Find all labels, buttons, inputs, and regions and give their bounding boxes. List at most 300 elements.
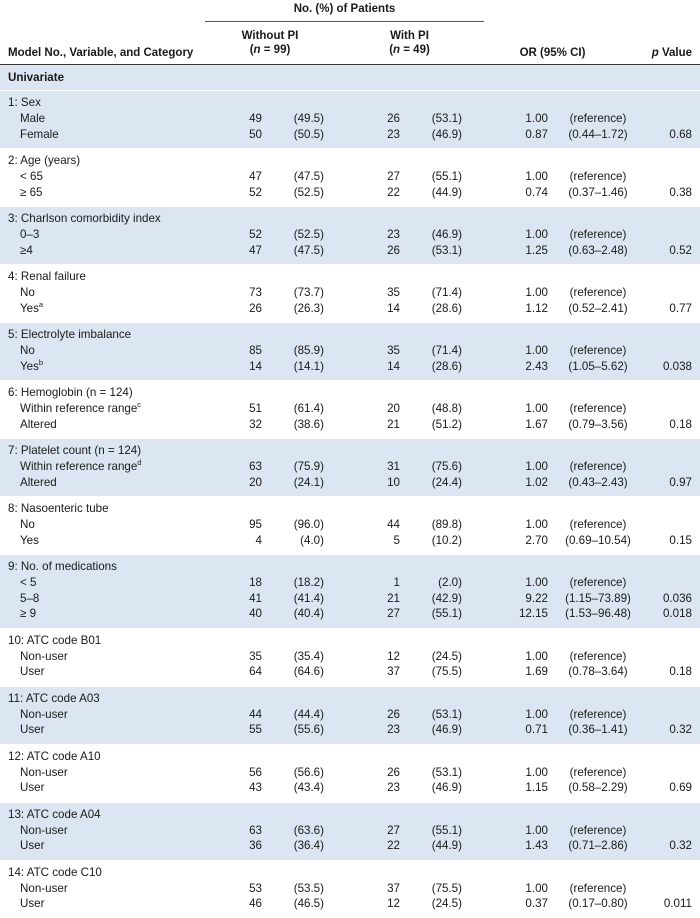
- category-cell: [20, 575, 36, 591]
- with-pi-count: 5: [393, 533, 400, 547]
- table-row: [0, 575, 700, 591]
- category-cell: [20, 475, 57, 491]
- category-label: User: [20, 897, 45, 910]
- category-label: Non-user: [20, 707, 68, 721]
- confidence-interval: (reference): [569, 823, 627, 837]
- variable-title: 11: ATC code A03: [8, 691, 100, 705]
- odds-ratio: 1.00: [525, 576, 548, 589]
- without-pi-count: 73: [249, 286, 262, 299]
- table-row: [0, 765, 700, 781]
- patients-span-label: No. (%) of Patients: [293, 3, 396, 15]
- without-pi-n-value: = 99): [260, 44, 291, 56]
- with-pi-percent: (44.9): [431, 185, 462, 199]
- footnote-marker: a: [38, 299, 44, 309]
- with-pi-percent: (55.1): [431, 823, 462, 837]
- variable-group: [0, 628, 700, 686]
- p-value: 0.97: [669, 475, 692, 489]
- confidence-interval: (0.58–2.29): [568, 781, 628, 794]
- category-label: Non-user: [20, 823, 68, 837]
- p-value: 0.52: [669, 243, 692, 257]
- with-pi-percent: (55.1): [431, 170, 462, 183]
- category-label: Yes: [20, 301, 39, 315]
- confidence-interval: (reference): [569, 765, 627, 779]
- odds-ratio: 1.00: [525, 881, 548, 895]
- with-pi-n: [342, 43, 477, 57]
- without-pi-count: 35: [249, 649, 262, 663]
- table-row: [0, 517, 700, 533]
- without-pi-count: 50: [249, 127, 262, 141]
- with-pi-percent: (10.2): [431, 533, 462, 547]
- variable-group: [0, 744, 700, 802]
- confidence-interval: (reference): [569, 228, 627, 241]
- odds-ratio: 1.00: [525, 170, 548, 183]
- without-pi-count: 41: [249, 591, 262, 605]
- category-cell: [20, 533, 39, 549]
- category-cell: [20, 285, 35, 301]
- variable-group: [0, 554, 700, 628]
- with-pi-percent: (55.1): [431, 607, 462, 620]
- with-pi-count: 14: [387, 301, 400, 315]
- odds-ratio: 1.00: [525, 286, 548, 299]
- odds-ratio: 1.69: [525, 665, 548, 678]
- variable-title: 14: ATC code C10: [8, 865, 102, 879]
- table-row: [0, 838, 700, 854]
- odds-ratio: 1.00: [525, 228, 548, 241]
- without-pi-percent: (52.5): [293, 228, 324, 241]
- category-label: ≥ 65: [20, 185, 43, 199]
- without-pi-percent: (46.5): [293, 897, 324, 910]
- without-pi-count: 56: [249, 765, 262, 779]
- table-row: [0, 780, 700, 796]
- p-value: 0.38: [669, 185, 692, 199]
- category-cell: [20, 606, 36, 622]
- odds-ratio: 0.71: [525, 723, 548, 736]
- with-pi-count: 23: [387, 781, 400, 794]
- column-header-row: [0, 22, 700, 65]
- without-pi-count: 85: [249, 344, 262, 357]
- section-title-univariate: Univariate: [0, 65, 700, 90]
- p-value: 0.32: [669, 839, 692, 852]
- variable-group: [0, 802, 700, 860]
- with-pi-count: 14: [387, 359, 400, 373]
- confidence-interval: (reference): [569, 344, 627, 357]
- category-label: Female: [20, 127, 59, 141]
- odds-ratio: 1.00: [525, 402, 548, 415]
- without-pi-count: 63: [249, 823, 262, 837]
- odds-ratio: 0.37: [525, 897, 548, 910]
- without-pi-percent: (85.9): [293, 344, 324, 357]
- variable-title: 7: Platelet count (n = 124): [8, 444, 142, 457]
- with-pi-n-value: = 49): [400, 44, 430, 56]
- variable-title: 10: ATC code B01: [8, 633, 102, 647]
- category-label: Altered: [20, 475, 57, 489]
- category-label: No: [20, 344, 35, 357]
- with-pi-n-symbol: n: [393, 44, 401, 56]
- with-pi-percent: (46.9): [431, 228, 462, 241]
- footnote-marker: c: [137, 400, 142, 410]
- without-pi-percent: (35.4): [293, 649, 324, 663]
- confidence-interval: (0.17–0.80): [568, 897, 628, 910]
- category-cell: [20, 111, 45, 127]
- confidence-interval: (1.53–96.48): [565, 607, 631, 620]
- without-pi-count: 49: [249, 112, 262, 125]
- category-cell: [20, 896, 44, 912]
- category-label: Altered: [20, 417, 57, 431]
- table-row: [0, 881, 700, 897]
- category-label: 0–3: [20, 228, 40, 241]
- with-pi-count: 26: [387, 112, 400, 125]
- table-row: [0, 823, 700, 839]
- without-pi-count: 53: [249, 881, 262, 895]
- without-pi-percent: (44.4): [293, 707, 324, 721]
- variable-group: [0, 496, 700, 554]
- variable-group: [0, 322, 700, 380]
- without-pi-percent: (41.4): [293, 591, 324, 605]
- confidence-interval: (0.69–10.54): [565, 533, 631, 547]
- confidence-interval: (0.71–2.86): [568, 839, 628, 852]
- p-value: 0.32: [669, 723, 692, 736]
- category-cell: [20, 243, 33, 259]
- without-pi-percent: (47.5): [293, 243, 324, 257]
- with-pi-count: 20: [387, 402, 400, 415]
- with-pi-count: 26: [387, 707, 400, 721]
- without-pi-count: 47: [249, 170, 262, 183]
- without-pi-count: 4: [255, 533, 262, 547]
- category-cell: [20, 823, 68, 839]
- with-pi-percent: (53.1): [431, 112, 462, 125]
- table-row: [0, 301, 700, 317]
- without-pi-count: 43: [249, 781, 262, 794]
- with-pi-percent: (24.4): [431, 475, 462, 489]
- with-pi-percent: (24.5): [431, 897, 462, 910]
- category-cell: [20, 649, 68, 665]
- variable-title: 12: ATC code A10: [8, 749, 101, 763]
- variable-title: 5: Electrolyte imbalance: [8, 328, 132, 341]
- without-pi-count: 32: [249, 417, 262, 431]
- confidence-interval: (reference): [569, 170, 627, 183]
- col-header-or: OR (95% CI): [519, 47, 586, 59]
- p-symbol: p: [651, 47, 659, 59]
- with-pi-percent: (46.9): [431, 781, 462, 794]
- category-label: 5–8: [20, 591, 40, 605]
- category-cell: [20, 664, 44, 680]
- category-label: ≥ 9: [20, 607, 37, 620]
- category-label: No: [20, 286, 35, 299]
- confidence-interval: (0.36–1.41): [568, 723, 628, 736]
- with-pi-count: 23: [387, 723, 400, 736]
- category-cell: [20, 838, 44, 854]
- variable-title: 4: Renal failure: [8, 270, 86, 283]
- with-pi-count: 31: [387, 460, 400, 473]
- category-label: User: [20, 723, 45, 736]
- without-pi-percent: (18.2): [293, 576, 324, 589]
- header-span-row: [0, 0, 700, 22]
- with-pi-count: 44: [387, 518, 400, 531]
- table-row: [0, 227, 700, 243]
- without-pi-percent: (24.1): [293, 475, 324, 489]
- without-pi-count: 64: [249, 665, 262, 678]
- variable-title: 1: Sex: [8, 96, 41, 109]
- with-pi-percent: (51.2): [431, 417, 462, 431]
- category-cell: [20, 881, 68, 897]
- odds-ratio: 1.00: [525, 518, 548, 531]
- without-pi-count: 36: [249, 839, 262, 852]
- category-label: < 65: [20, 170, 43, 183]
- category-label: < 5: [20, 576, 37, 589]
- without-pi-percent: (26.3): [293, 301, 324, 315]
- with-pi-percent: (53.1): [431, 765, 462, 779]
- category-label: Within reference range: [20, 402, 138, 415]
- with-pi-count: 12: [387, 649, 400, 663]
- variable-title: 3: Charlson comorbidity index: [8, 212, 161, 225]
- category-label: Yes: [20, 533, 39, 547]
- category-cell: [20, 517, 35, 533]
- with-pi-count: 26: [387, 765, 400, 779]
- odds-ratio: 1.00: [525, 649, 548, 663]
- table-row: [0, 896, 700, 912]
- without-pi-count: 26: [249, 301, 262, 315]
- with-pi-percent: (24.5): [431, 649, 462, 663]
- odds-ratio: 0.87: [525, 127, 548, 141]
- with-pi-count: 23: [387, 127, 400, 141]
- without-pi-count: 20: [249, 475, 262, 489]
- with-pi-count: 1: [393, 576, 400, 589]
- without-pi-n: [205, 43, 335, 57]
- col-header-p-value: [612, 46, 692, 60]
- with-pi-count: 23: [387, 228, 400, 241]
- table-row: [0, 707, 700, 723]
- without-pi-count: 14: [249, 359, 262, 373]
- with-pi-count: 27: [387, 607, 400, 620]
- without-pi-count: 63: [249, 460, 262, 473]
- with-pi-percent: (46.9): [431, 723, 462, 736]
- category-cell: [20, 401, 141, 417]
- with-pi-percent: (75.6): [431, 460, 462, 473]
- table-row: [0, 475, 700, 491]
- without-pi-count: 18: [249, 576, 262, 589]
- table-row: [0, 185, 700, 201]
- with-pi-count: 12: [387, 897, 400, 910]
- without-pi-percent: (38.6): [293, 417, 324, 431]
- with-pi-count: 22: [387, 839, 400, 852]
- with-pi-percent: (46.9): [431, 127, 462, 141]
- odds-ratio: 9.22: [525, 591, 548, 605]
- category-label: No: [20, 518, 35, 531]
- variable-title: 6: Hemoglobin (n = 124): [8, 386, 133, 399]
- without-pi-n-symbol: n: [253, 44, 261, 56]
- with-pi-percent: (48.8): [431, 402, 462, 415]
- with-pi-count: 37: [387, 665, 400, 678]
- with-pi-percent: (75.5): [431, 881, 462, 895]
- with-pi-count: 21: [387, 417, 400, 431]
- table-row: [0, 127, 700, 143]
- variable-title: 2: Age (years): [8, 154, 81, 167]
- confidence-interval: (reference): [569, 112, 627, 125]
- odds-ratio: 1.00: [525, 344, 548, 357]
- without-pi-percent: (63.6): [293, 823, 324, 837]
- odds-ratio: 1.02: [525, 475, 548, 489]
- category-cell: [20, 722, 44, 738]
- without-pi-count: 47: [249, 243, 262, 257]
- without-pi-count: 44: [249, 707, 262, 721]
- with-pi-count: 27: [387, 823, 400, 837]
- table-row: [0, 243, 700, 259]
- without-pi-n-open: (: [249, 44, 254, 56]
- table-row: [0, 591, 700, 607]
- without-pi-percent: (61.4): [293, 402, 324, 415]
- with-pi-count: 10: [387, 475, 400, 489]
- variable-title: 8: Nasoenteric tube: [8, 502, 109, 515]
- p-value: 0.036: [662, 591, 692, 605]
- odds-ratio: 1.00: [525, 823, 548, 837]
- with-pi-percent: (71.4): [431, 344, 462, 357]
- col-header-variable: Model No., Variable, and Category: [8, 47, 194, 59]
- confidence-interval: (0.37–1.46): [568, 185, 628, 199]
- without-pi-count: 51: [249, 402, 262, 415]
- confidence-interval: (reference): [569, 286, 627, 299]
- odds-ratio: 2.70: [525, 533, 548, 547]
- without-pi-percent: (14.1): [293, 359, 324, 373]
- category-label: Non-user: [20, 649, 68, 663]
- category-cell: [20, 459, 141, 475]
- table-row: [0, 169, 700, 185]
- with-pi-percent: (44.9): [431, 839, 462, 852]
- with-pi-count: 21: [387, 591, 400, 605]
- without-pi-percent: (64.6): [293, 665, 324, 678]
- confidence-interval: (0.43–2.43): [568, 475, 628, 489]
- confidence-interval: (reference): [569, 518, 627, 531]
- variable-group: [0, 148, 700, 206]
- with-pi-count: 22: [387, 185, 400, 199]
- variable-title: 13: ATC code A04: [8, 807, 101, 821]
- without-pi-percent: (56.6): [293, 765, 324, 779]
- with-pi-percent: (89.8): [431, 518, 462, 531]
- without-pi-percent: (50.5): [293, 127, 324, 141]
- category-label: User: [20, 839, 45, 852]
- confidence-interval: (1.15–73.89): [565, 591, 631, 605]
- without-pi-percent: (53.5): [293, 881, 324, 895]
- odds-ratio: 2.43: [525, 359, 548, 373]
- category-label: User: [20, 665, 45, 678]
- category-cell: [20, 127, 59, 143]
- variable-group: [0, 438, 700, 496]
- confidence-interval: (0.52–2.41): [568, 301, 628, 315]
- table-row: [0, 533, 700, 549]
- category-cell: [20, 591, 39, 607]
- category-cell: [20, 359, 43, 375]
- odds-ratio: 12.15: [518, 607, 548, 620]
- p-value: 0.68: [669, 127, 692, 141]
- confidence-interval: (reference): [569, 649, 627, 663]
- p-value-label: Value: [658, 47, 692, 59]
- odds-ratio: 1.00: [525, 112, 548, 125]
- variable-group: [0, 686, 700, 744]
- variable-group: [0, 90, 700, 148]
- table-row: [0, 343, 700, 359]
- col-header-without-pi: [205, 29, 335, 57]
- without-pi-percent: (49.5): [293, 112, 324, 125]
- confidence-interval: (0.78–3.64): [568, 665, 628, 678]
- confidence-interval: (reference): [569, 576, 627, 589]
- odds-ratio: 1.67: [525, 417, 548, 431]
- odds-ratio: 0.74: [525, 185, 548, 199]
- with-pi-percent: (75.5): [431, 665, 462, 678]
- odds-ratio: 1.00: [525, 707, 548, 721]
- without-pi-count: 40: [249, 607, 262, 620]
- table-row: [0, 401, 700, 417]
- without-pi-count: 95: [249, 518, 262, 531]
- category-label: User: [20, 781, 45, 794]
- without-pi-percent: (73.7): [293, 286, 324, 299]
- confidence-interval: (reference): [569, 707, 627, 721]
- category-label: Non-user: [20, 765, 68, 779]
- category-label: Within reference range: [20, 460, 138, 473]
- table-row: [0, 111, 700, 127]
- table-row: [0, 359, 700, 375]
- without-pi-percent: (55.6): [293, 723, 324, 736]
- with-pi-count: 37: [387, 881, 400, 895]
- with-pi-count: 27: [387, 170, 400, 183]
- category-label: ≥4: [20, 243, 33, 257]
- category-label: Yes: [20, 359, 39, 373]
- with-pi-n-open: (: [389, 44, 394, 56]
- without-pi-percent: (96.0): [293, 518, 324, 531]
- with-pi-percent: (71.4): [431, 286, 462, 299]
- confidence-interval: (reference): [569, 460, 627, 473]
- without-pi-percent: (52.5): [293, 185, 324, 199]
- without-pi-count: 55: [249, 723, 262, 736]
- variable-group: [0, 206, 700, 264]
- table-row: [0, 417, 700, 433]
- without-pi-count: 52: [249, 228, 262, 241]
- category-cell: [20, 169, 43, 185]
- category-cell: [20, 707, 68, 723]
- with-pi-label: With PI: [390, 30, 429, 42]
- without-pi-percent: (40.4): [293, 607, 324, 620]
- category-cell: [20, 417, 57, 433]
- with-pi-percent: (53.1): [431, 707, 462, 721]
- odds-ratio: 1.12: [525, 301, 548, 315]
- confidence-interval: (reference): [569, 881, 627, 895]
- with-pi-count: 35: [387, 286, 400, 299]
- variable-group: [0, 380, 700, 438]
- table-row: [0, 606, 700, 622]
- p-value: 0.15: [669, 533, 692, 547]
- category-cell: [20, 185, 42, 201]
- with-pi-percent: (42.9): [431, 591, 462, 605]
- without-pi-percent: (75.9): [293, 460, 324, 473]
- without-pi-percent: (4.0): [300, 533, 324, 547]
- p-value: 0.038: [662, 359, 692, 373]
- category-cell: [20, 780, 44, 796]
- with-pi-percent: (28.6): [431, 301, 462, 315]
- groups-container: [0, 90, 700, 918]
- table-row: [0, 649, 700, 665]
- confidence-interval: (0.79–3.56): [568, 417, 628, 431]
- p-value: 0.18: [669, 665, 692, 678]
- odds-ratio: 1.00: [525, 765, 548, 779]
- category-cell: [20, 765, 68, 781]
- category-cell: [20, 343, 35, 359]
- without-pi-count: 46: [249, 897, 262, 910]
- variable-group: [0, 264, 700, 322]
- odds-ratio: 1.43: [525, 839, 548, 852]
- footnote-marker: d: [137, 458, 142, 468]
- with-pi-percent: (28.6): [431, 359, 462, 373]
- variable-group: [0, 860, 700, 918]
- confidence-interval: (0.44–1.72): [568, 127, 628, 141]
- p-value: 0.77: [669, 301, 692, 315]
